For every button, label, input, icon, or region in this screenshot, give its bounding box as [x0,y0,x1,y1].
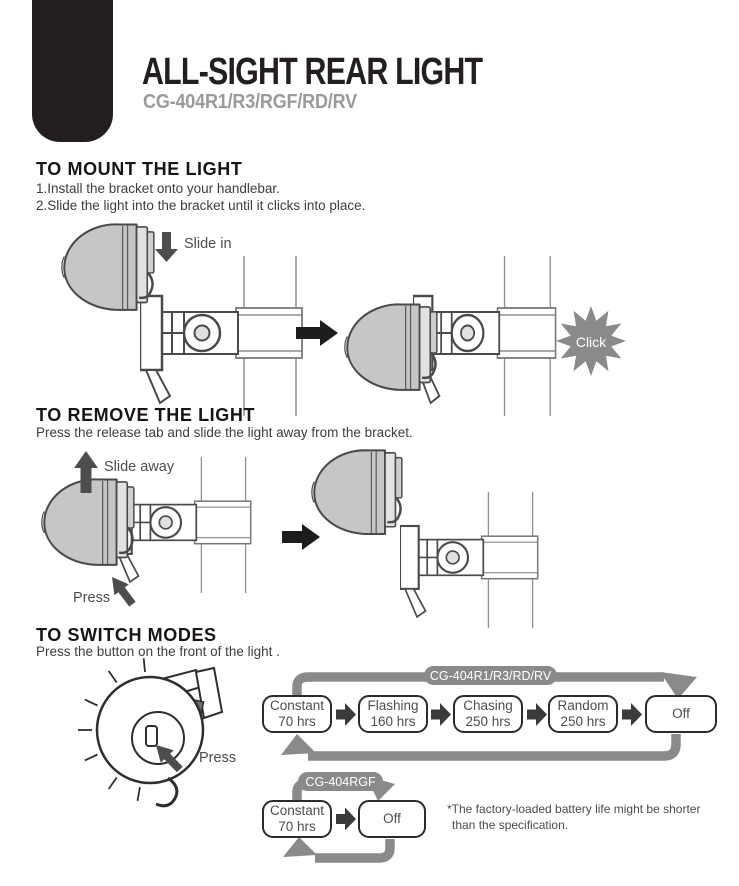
mode-name: Constant [269,802,325,818]
mode-box-off [645,695,717,733]
mode-name: Constant [269,697,325,713]
mode-box-off-rgf [358,800,426,838]
mode-name: Random [557,697,609,713]
mount-step-1: 1.Install the bracket onto your handlebar. [36,181,280,196]
model-pill-main: CG-404R1/R3/RD/RV [424,666,557,685]
mode-box-random [548,695,618,733]
mode-hours: 160 hrs [370,714,416,729]
model-number: CG-404R1/R3/RGF/RD/RV [143,91,357,113]
battery-footnote-line2: than the specification. [452,818,569,832]
brand-tab [32,0,113,142]
mode-box-flashing [358,695,428,733]
remove-heading: TO REMOVE THE LIGHT [36,405,256,425]
rear-light [312,450,402,534]
page-title: ALL-SIGHT REAR LIGHT [142,51,483,93]
mode-flow-arrow-rgf [336,808,356,831]
battery-footnote-line1: *The factory-loaded battery life might be shorter [447,802,701,816]
next-step-arrow-icon [282,524,320,550]
switch-instruction: Press the button on the front of the light . [36,644,280,659]
mode-hours: 250 hrs [465,714,511,729]
seatpost-bracket [400,492,538,628]
rear-light [345,304,437,390]
seatpost-bracket [140,256,302,416]
mode-box-constant [262,695,332,733]
rear-light [62,224,154,310]
mode-box-chasing [453,695,523,733]
mount-heading: TO MOUNT THE LIGHT [36,159,243,179]
slide-in-label: Slide in [184,236,232,252]
mode-hours: 70 hrs [278,819,316,834]
press-label: Press [73,590,111,606]
slide-in-arrow-icon [155,232,178,262]
switch-heading: TO SWITCH MODES [36,625,217,645]
model-pill-rgf: CG-404RGF [298,772,383,791]
mount-before-illustration [62,224,302,416]
mode-name: Off [383,810,401,826]
switch-light-illustration [78,658,222,805]
mode-name: Off [672,705,690,721]
slide-away-label: Slide away [104,459,175,475]
mode-name: Chasing [463,697,513,713]
mode-name: Flashing [367,697,419,713]
remove-instruction: Press the release tab and slide the light away from the bracket. [36,425,413,440]
loop-arrowhead-to-constant [281,734,316,755]
remove-after-illustration [312,450,538,628]
click-label: Click [575,334,607,350]
loop-arrowhead-to-constant [283,837,317,857]
mode-hours: 250 hrs [560,714,606,729]
press-label: Press [199,750,237,766]
mode-box-constant-rgf [262,800,332,838]
mode-button [146,726,157,746]
mount-step-2: 2.Slide the light into the bracket until it clicks into place. [36,198,366,213]
mode-hours: 70 hrs [278,714,316,729]
